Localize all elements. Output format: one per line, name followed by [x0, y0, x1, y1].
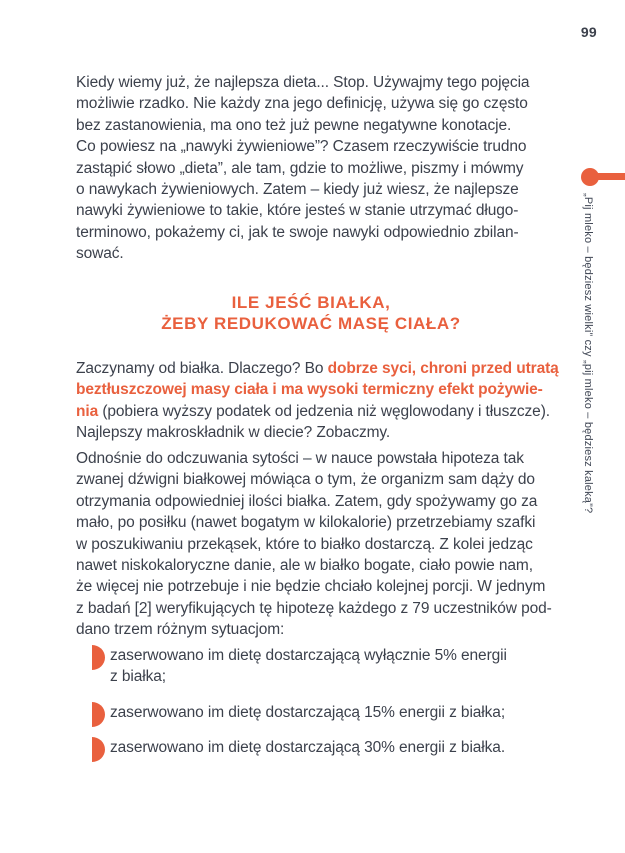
text-line — [76, 358, 559, 379]
section-heading — [76, 292, 546, 334]
plain-text: Zaczynamy od białka. Dlaczego? Bo — [76, 360, 328, 377]
margin-chapter-title: „Pij mleko – będziesz wielki” czy „pij mleko – będziesz kaleką”? — [582, 193, 594, 514]
accent-text: beztłuszczowej masy ciała i ma wysoki termiczny efekt pożywie- — [76, 381, 543, 399]
bullet-icon — [92, 702, 105, 727]
list-item — [76, 645, 546, 688]
text-line: z badań [2] weryfikujących tę hipotezę każdego z 79 uczestników pod- — [76, 599, 552, 617]
text-line: w poszukiwaniu przekąsek, które to białko dostarczą. Z kolei jedząc — [76, 535, 533, 553]
text-line: sować. — [76, 245, 124, 263]
text-line: zwanej dźwigni białkowej mówiąca o tym, że organizm sam dąży do — [76, 471, 535, 489]
text-line: zaserwowano im dietę dostarczającą wyłącznie 5% energii — [110, 647, 507, 664]
list-item — [76, 737, 546, 758]
page-body — [76, 0, 559, 853]
bullet-icon — [92, 737, 105, 762]
protein-paragraph — [76, 358, 559, 444]
text-line: Odnośnie do odczuwania sytości – w nauce powstała hipoteza tak — [76, 450, 524, 467]
page-number: 99 — [580, 24, 597, 40]
text-line: o nawykach żywieniowych. Zatem – kiedy już wiesz, że najlepsze — [76, 181, 519, 199]
plain-text: (pobiera wyższy podatek od jedzenia niż węglowodany i tłuszcze). — [98, 402, 550, 420]
text-line: Co powiesz na „nawyki żywieniowe”? Czasem rzeczywiście trudno — [76, 138, 527, 156]
text-line: Kiedy wiemy już, że najlepsza dieta... Stop. Używajmy tego pojęcia — [76, 74, 530, 91]
text-line: nawet niskokaloryczne danie, ale w białko bogate, ciało powie nam, — [76, 557, 533, 575]
text-line — [76, 422, 559, 443]
text-line: ŻEBY REDUKOWAĆ MASĘ CIAŁA? — [161, 314, 461, 333]
text-line: z białka; — [110, 668, 166, 686]
intro-paragraph — [76, 72, 529, 265]
list-item-text — [110, 737, 546, 758]
text-line: mało, po posiłku (nawet bogatym w kilokalorie) przetrzebiamy szafki — [76, 514, 536, 532]
list-item-text — [110, 645, 546, 688]
list-item — [76, 702, 546, 723]
text-line: zastąpić słowo „dieta”, ale tam, gdzie to możliwe, piszmy i mówmy — [76, 159, 524, 177]
accent-text: nia — [76, 402, 99, 420]
text-line — [76, 379, 559, 400]
text-line: nawyki żywieniowe to takie, które jesteś w stanie utrzymać długo- — [76, 202, 519, 220]
text-line: możliwie rzadko. Nie każdy zna jego definicję, używa się go często — [76, 95, 528, 113]
plain-text: Najlepszy makroskładnik w diecie? Zobaczmy. — [76, 424, 391, 442]
text-line: terminowo, pokażemy ci, jak te swoje nawyki odpowiednio zbilan- — [76, 223, 519, 241]
chapter-marker-icon — [581, 168, 625, 186]
list-item-text — [110, 702, 546, 723]
accent-text: dobrze syci, chroni przed utratą — [327, 360, 559, 377]
text-line — [76, 401, 559, 422]
study-conditions-list — [76, 645, 546, 759]
bullet-icon — [92, 645, 105, 670]
satiety-paragraph — [76, 448, 552, 641]
text-line: otrzymania odpowiedniej ilości białka. Zatem, gdy spożywamy go za — [76, 492, 538, 510]
text-line: bez zastanowienia, ma ono też już pewne negatywne konotacje. — [76, 116, 512, 134]
text-line: dano trzem różnym sytuacjom: — [76, 621, 285, 639]
text-line: ILE JEŚĆ BIAŁKA, — [231, 293, 391, 312]
marker-bar-icon — [594, 173, 625, 180]
text-line: zaserwowano im dietę dostarczającą 30% energii z białka. — [110, 739, 506, 757]
text-line: zaserwowano im dietę dostarczającą 15% energii z białka; — [110, 703, 506, 721]
text-line: że więcej nie potrzebuje i nie będzie chciało kolejnej porcji. W jednym — [76, 578, 546, 596]
